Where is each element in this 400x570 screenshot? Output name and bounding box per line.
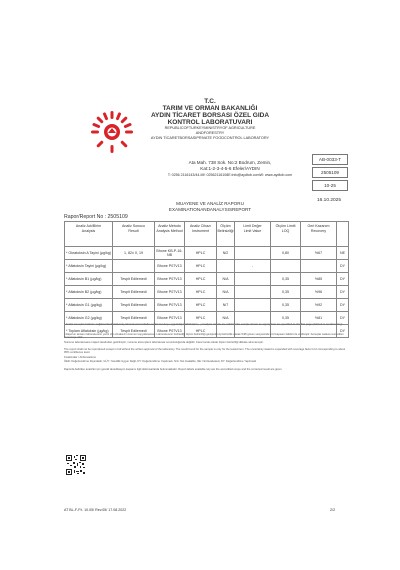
ministry-logo-icon: [88, 108, 136, 156]
note-7: Raporda belirtilen analizler için gerekli akreditasyon kapsamı ilgili dokümanlarda bulunmaktadır. Report labels available rely are the accredited scope and the corrected result are given.: [64, 368, 283, 371]
table-cell: Bhone P07V13: [155, 299, 185, 312]
table-row: [65, 286, 349, 299]
note-4: The report shall not be reproduced except in full without the written approval of the laboratory. The result found for the sample is only for the tested item. The uncertainty stated is expanded with coverage factor k=2 corresponding to about 95% confidence level.: [64, 348, 346, 355]
page-number: 2/2: [330, 508, 336, 512]
table-cell: DY: [337, 312, 349, 325]
table-header-cell: Analiz Adı/Birim Analysis: [65, 222, 113, 247]
table-cell: * Okratoksin A Tayini (µg/kg): [65, 247, 113, 260]
table-cell: [301, 260, 337, 273]
table-cell: DY: [337, 299, 349, 312]
table-cell: DY: [337, 273, 349, 286]
table-cell: Tespit Edilemedi: [113, 286, 155, 299]
table-header-cell: Limit Değer Limit Value: [235, 222, 271, 247]
table-row: [65, 273, 349, 286]
table-cell: HPLC: [185, 286, 217, 299]
header-ministry-en: REPUBLICOFTURKEYMINISTRYOF AGRICULTURE ANDFORESTRY: [164, 126, 256, 135]
table-header-row: [65, 222, 349, 247]
table-cell: [235, 286, 271, 299]
table-cell: [235, 273, 271, 286]
address-contact: T: 0256 2116143/44-Mf: 02562116108E:info@aydtob.comW: www.aydtob.com: [167, 173, 293, 178]
table-cell: * Aflatoksin B1 (µg/kg): [65, 273, 113, 286]
table-cell: Bhone P07V13: [155, 286, 185, 299]
table-cell: 0,35: [271, 299, 301, 312]
table-cell: N/7: [217, 299, 235, 312]
table-cell: * Aflatoksin G1 (µg/kg): [65, 299, 113, 312]
table-cell: DY: [337, 260, 349, 273]
table-cell: HPLC: [185, 260, 217, 273]
report-title-tr: MUAYENE VE ANALİZ RAPORU: [176, 201, 244, 206]
table-cell: N/A: [217, 286, 235, 299]
report-title-en: EXAMINATIONANDANALYSISREPORT: [168, 206, 252, 212]
table-header-cell: [337, 222, 349, 247]
table-cell: DY: [337, 286, 349, 299]
table-cell: Tespit Edilemedi: [113, 299, 155, 312]
note-5: Kısaltmalar / Abbreviations: [64, 356, 96, 359]
document-number-box: 10-25: [312, 180, 348, 191]
lab-header: [150, 98, 270, 141]
table-row: [65, 260, 349, 273]
note-2: - Raporun tamamı laboratuvarın yazılı izni olmaksızın kısmen kopyalanamaz. Laboratuvarın belirlediği ölçüm belirsizliği genişletilmiş belirsizlik olarak %95 güven seviyesinde k=2 kapsam faktörü ile verilmiştir. Sonuçlar sadece test edilen numuneye aittir.: [64, 333, 344, 340]
note-6: ÖED: Değerlendirme Dışındadır, GÜY: Yeterlilik Uygun Değil, DY: Değerlendirme Yapılmadı, N/A: Not Available, NE: Not Evaluated, DY: Değerlendirme Yapılmadı: [64, 360, 257, 363]
table-cell: %92: [301, 299, 337, 312]
table-header-cell: Analiz Cihazı Instrument: [185, 222, 217, 247]
table-cell: Bhone P07V13: [155, 312, 185, 325]
table-cell: HPLC: [185, 299, 217, 312]
report-number-box: 2505109: [312, 167, 348, 178]
header-lab-type: KONTROL LABORATUVARI: [167, 119, 253, 126]
address-line-2: Kat:1-2-3-4-5-6 Efeler/AYDIN: [200, 166, 260, 172]
table-cell: %85: [301, 273, 337, 286]
accreditation-code-box: AB-0033-T: [312, 154, 348, 165]
table-cell: 0,35: [271, 286, 301, 299]
table-cell: [235, 247, 271, 260]
table-cell: [235, 299, 271, 312]
footer-form-code: AT BL-F-P.t. 10.05/ Rev.05/ 17.08.2022: [64, 508, 127, 512]
table-cell: Bhone KB-P-16-NB: [155, 247, 185, 260]
table-header-cell: Analiz Metodu Analysis Method: [155, 222, 185, 247]
table-cell: Bhone P07V13: [155, 325, 185, 338]
table-header-cell: Analiz Sonucu Result: [113, 222, 155, 247]
table-cell: %67: [301, 247, 337, 260]
table-cell: [271, 260, 301, 273]
header-ministry: TARIM VE ORMAN BAKANLIĞI: [162, 105, 258, 112]
table-cell: 1, 82± 0, 19: [113, 247, 155, 260]
table-cell: Tespit Edilemedi: [113, 312, 155, 325]
address-line-1: Ata Mah. 738 Sok. No:2 Bodrum, Zemin,: [188, 160, 272, 165]
qr-code: [66, 455, 86, 475]
table-cell: NE: [337, 247, 349, 260]
table-cell: %96: [301, 286, 337, 299]
table-header-cell: Ölçüm Limiti LOQ: [271, 222, 301, 247]
table-cell: [113, 260, 155, 273]
table-cell: * Aflatoksin G2 (µg/kg): [65, 312, 113, 325]
table-cell: 0,80: [271, 247, 301, 260]
table-row: [65, 247, 349, 260]
table-cell: DY: [337, 325, 349, 338]
table-cell: N/A: [217, 312, 235, 325]
table-cell: HPLC: [185, 325, 217, 338]
table-cell: * Aflatoksin Tayini (µg/kg): [65, 260, 113, 273]
table-cell: 0,35: [271, 312, 301, 325]
results-table: [64, 221, 349, 338]
table-cell: * Aflatoksin B2 (µg/kg): [65, 286, 113, 299]
table-cell: Bhone P07V13: [155, 273, 185, 286]
note-3: Numune laboratuvara müşteri tarafından getirilmiştir; numune alma işlemi laboratuvar sorumluluğunda değildir. Karar kuralı olarak ölçüm belirsizliği dikkate alınmamıştır.: [64, 341, 264, 344]
table-cell: * Toplam Aflatoksin (µg/kg): [65, 325, 113, 338]
table-header-cell: Ölçüm Belirsizliği: [217, 222, 235, 247]
report-date: 16.10.2025: [316, 198, 341, 203]
report-number-label: Rapor/Report No : 2505109: [64, 214, 128, 220]
header-tc: T.C.: [204, 98, 216, 105]
ministry-logo: [88, 108, 136, 156]
qr-code-icon: [66, 455, 86, 475]
header-lab-en: AYDIN TİCARETBORSASIPRIVATE FOODCONTROL LABORATORY: [150, 136, 270, 140]
table-cell: [217, 260, 235, 273]
table-cell: HPLC: [185, 247, 217, 260]
header-lab-name: AYDIN TİCARET BORSASI ÖZEL GIDA: [150, 112, 270, 119]
table-cell: Tespit Edilemedi: [113, 273, 155, 286]
table-cell: 0,35: [271, 273, 301, 286]
table-header-cell: Geri Kazanım Recovery: [301, 222, 337, 247]
table-cell: Bhone P07V13: [155, 260, 185, 273]
table-cell: HPLC: [185, 273, 217, 286]
table-row: [65, 299, 349, 312]
table-cell: N/2: [217, 247, 235, 260]
table-cell: HPLC: [185, 312, 217, 325]
lab-address: [150, 160, 310, 179]
table-cell: N/A: [217, 273, 235, 286]
table-cell: %81: [301, 312, 337, 325]
table-cell: Tespit Edilemedi: [113, 325, 155, 338]
note-1: * Analiz sonuçları belirsiz / sağlıksızdan/belirlenmiş laboratuvarımızda/bu sektör kuruluşu uyguladığı belirtilmiştir (...) Analysis results are valid for the sample shown as appropriate are specified as the first page (defined to as laboratory): [64, 323, 343, 326]
table-cell: -: [235, 260, 271, 273]
report-title: [150, 201, 270, 212]
